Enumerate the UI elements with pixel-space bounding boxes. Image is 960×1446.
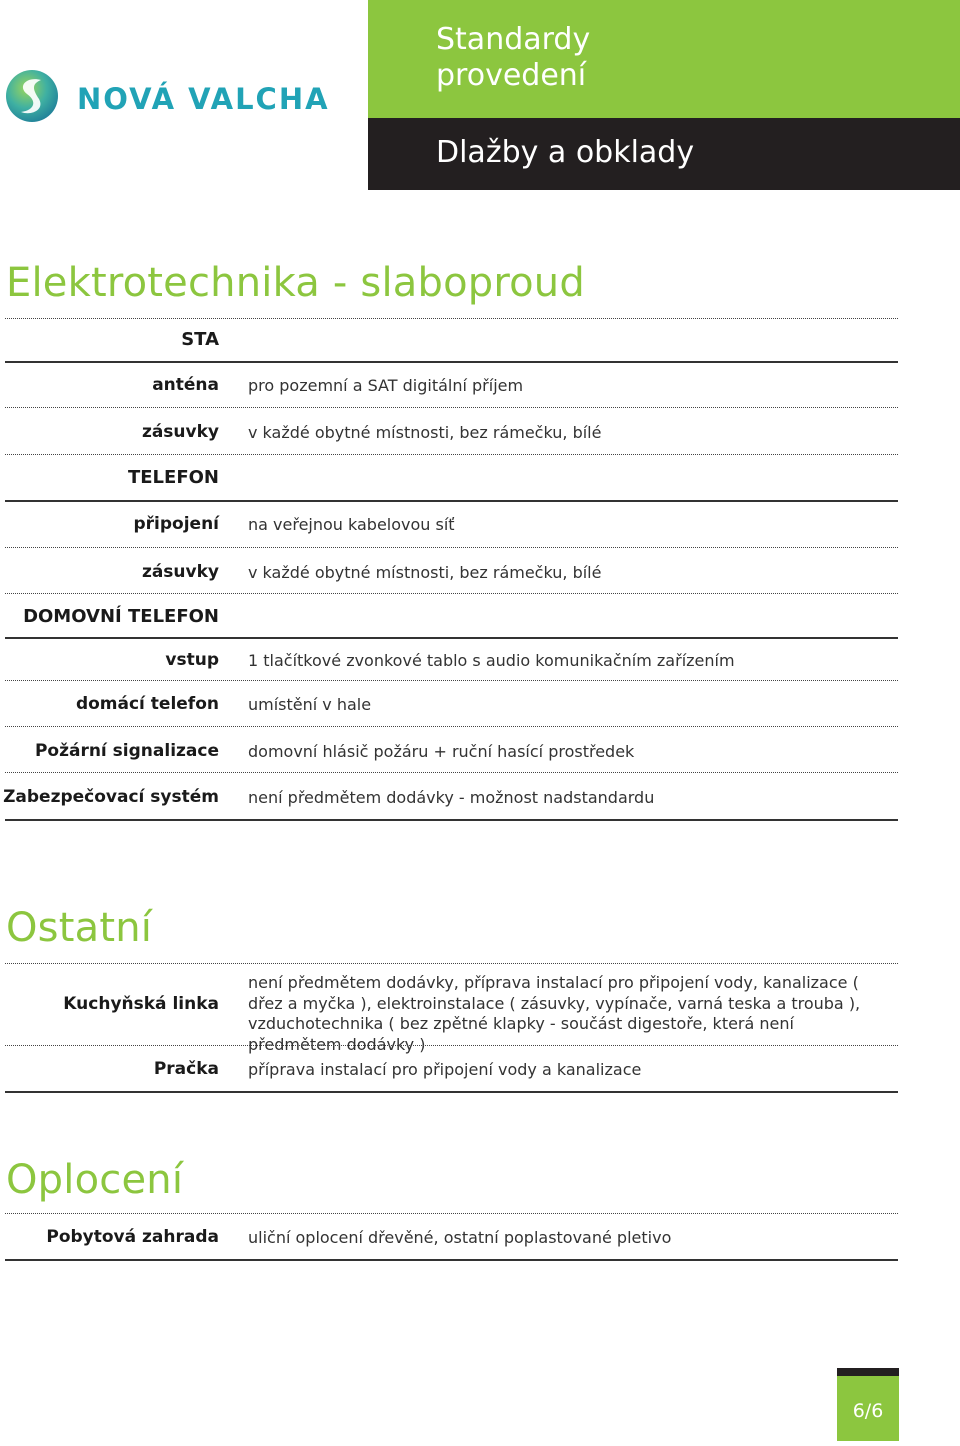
divider xyxy=(5,772,898,773)
row-value-vstup: 1 tlačítkové zvonkové tablo s audio komunikačním zařízením xyxy=(248,651,735,670)
row-label-kuchynska-linka: Kuchyňská linka xyxy=(63,994,219,1014)
logo-text: NOVÁ VALCHA xyxy=(77,82,330,116)
page-number-bar xyxy=(837,1368,899,1376)
row-value-pozarni-signalizace: domovní hlásič požáru + ruční hasící prostředek xyxy=(248,742,635,761)
divider xyxy=(5,500,898,502)
divider xyxy=(5,680,898,681)
row-value-pobytova-zahrada: uliční oplocení dřevěné, ostatní poplastované pletivo xyxy=(248,1228,672,1247)
row-value-zasuvky: v každé obytné místnosti, bez rámečku, bílé xyxy=(248,563,602,582)
divider xyxy=(5,454,898,455)
row-label-pripojeni: připojení xyxy=(133,514,219,534)
subheading-telefon: TELEFON xyxy=(127,467,219,488)
divider xyxy=(5,547,898,548)
row-label-zabezpecovaci-system: Zabezpečovací systém xyxy=(3,787,219,807)
row-value-domaci-telefon: umístění v hale xyxy=(248,695,372,714)
row-value-zabezpecovaci-system: není předmětem dodávky - možnost nadstandardu xyxy=(248,788,655,807)
row-label-zasuvky: zásuvky xyxy=(141,422,219,442)
divider xyxy=(5,1091,898,1093)
row-label-pozarni-signalizace: Požární signalizace xyxy=(34,741,219,761)
row-value-pripojeni: na veřejnou kabelovou síť xyxy=(248,515,455,534)
header-title-band xyxy=(368,0,960,118)
divider xyxy=(5,1213,898,1214)
row-label-zasuvky: zásuvky xyxy=(141,562,219,582)
logo xyxy=(5,68,330,126)
row-value-kuchynska-linka: není předmětem dodávky, příprava instalací pro připojení vody, kanalizace ( dřez a myčka ), elektroinstalace ( zásuvky, vypínače, varná teska a trouba ), vzduchotechnika ( bez zpětné klapky - součást digestoře, která není předmětem dodávky ) xyxy=(248,973,861,1054)
row-label-vstup: vstup xyxy=(165,650,219,670)
divider xyxy=(5,963,898,964)
logo-mark-icon xyxy=(5,68,59,124)
divider xyxy=(5,318,898,319)
row-label-pobytova-zahrada: Pobytová zahrada xyxy=(46,1227,219,1247)
subheading-domovni-telefon: DOMOVNÍ TELEFON xyxy=(23,606,219,627)
page-number: 6/6 xyxy=(837,1376,899,1441)
page-subtitle: Dlažby a obklady xyxy=(436,135,695,170)
row-label-pracka: Pračka xyxy=(153,1059,219,1079)
divider xyxy=(5,1045,898,1046)
row-value-antena: pro pozemní a SAT digitální příjem xyxy=(248,376,524,395)
section-title-elektro: Elektrotechnika - slaboproud xyxy=(6,260,585,306)
divider xyxy=(5,593,898,594)
divider xyxy=(5,407,898,408)
divider xyxy=(5,361,898,363)
header-subtitle-band xyxy=(368,118,960,190)
divider xyxy=(5,819,898,821)
divider xyxy=(5,1259,898,1261)
row-value-pracka: příprava instalací pro připojení vody a kanalizace xyxy=(248,1060,642,1079)
divider xyxy=(5,637,898,639)
row-label-antena: anténa xyxy=(152,375,219,395)
divider xyxy=(5,726,898,727)
page-title: Standardy provedení xyxy=(436,22,591,93)
section-title-ostatni: Ostatní xyxy=(6,905,153,951)
section-title-oploceni: Oplocení xyxy=(6,1157,184,1203)
subheading-sta: STA xyxy=(181,329,219,350)
row-label-domaci-telefon: domácí telefon xyxy=(75,694,219,714)
row-value-zasuvky: v každé obytné místnosti, bez rámečku, bílé xyxy=(248,423,602,442)
